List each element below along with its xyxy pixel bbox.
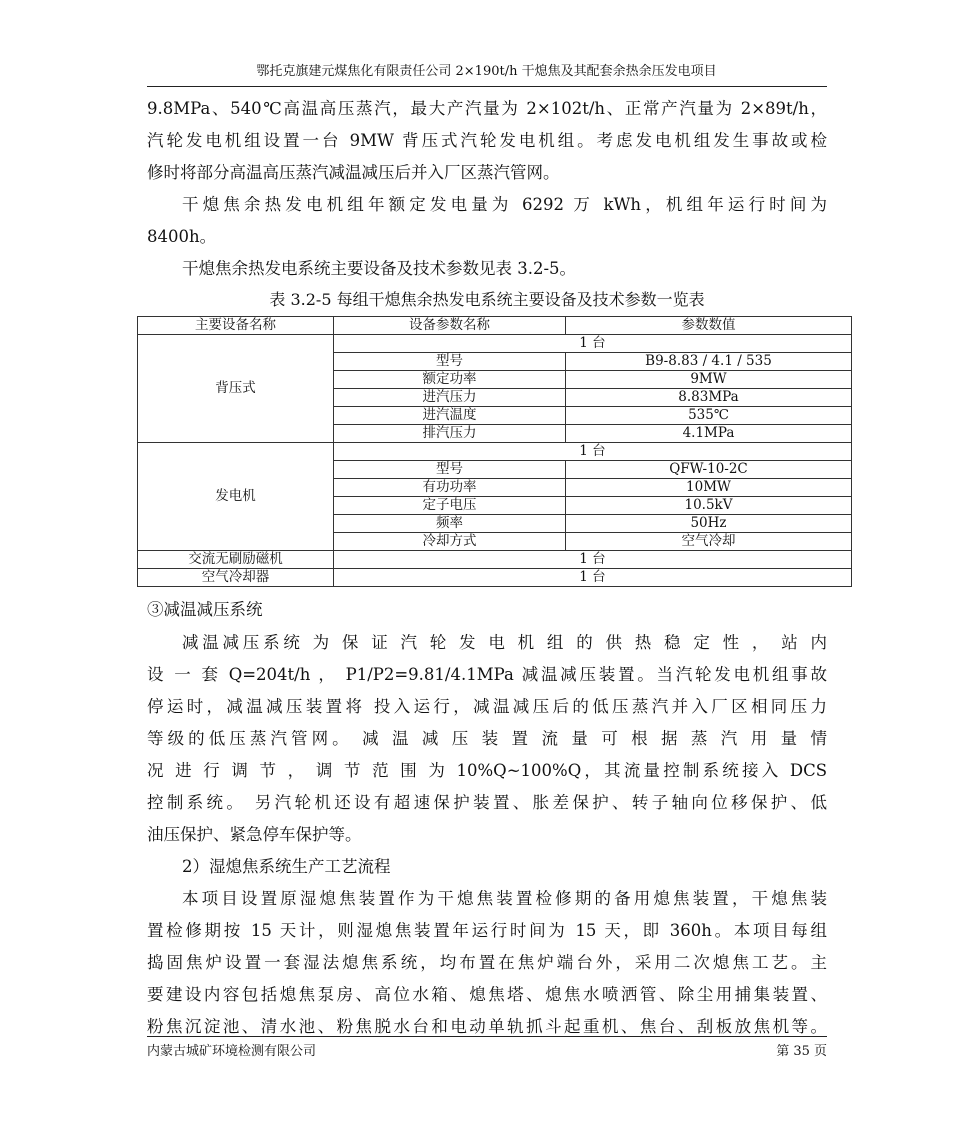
equipment-name-cell: 交流无刷励磁机 [138,551,334,569]
param-name-cell: 频率 [334,515,566,533]
paragraph-line: 干熄焦余热发电机组年额定发电量为 6292 万 kWh，机组年运行时间为 [182,195,827,214]
table-header-cell: 设备参数名称 [334,317,566,335]
param-value-cell: 空气冷却 [566,533,852,551]
param-name-cell: 型号 [334,461,566,479]
paragraph-line: 要建设内容包括熄焦泵房、高位水箱、熄焦塔、熄焦水喷洒管、除尘用捕集装置、 [147,985,827,1004]
param-value-cell: 10.5kV [566,497,852,515]
count-cell: 1 台 [334,443,852,461]
param-value-cell: 10MW [566,479,852,497]
paragraph-line: 等级的低压蒸汽管网。 减 温 减 压 装 置 流 量 可 根 据 蒸 汽 用 量 情 [147,729,827,748]
paragraph-line: 况 进 行 调 节 ， 调 节 范 围 为 10%Q~100%Q，其流量控制系统接入 DCS [147,761,827,780]
paragraph-line: 8400h。 [147,227,217,246]
param-value-cell: 535℃ [566,407,852,425]
table-row [138,335,852,353]
paragraph-line: 停运时，减温减压装置将 投入运行，减温减压后的低压蒸汽并入厂区相同压力 [147,697,827,716]
equipment-name-cell: 空气冷却器 [138,569,334,587]
param-name-cell: 冷却方式 [334,533,566,551]
param-value-cell: 4.1MPa [566,425,852,443]
param-name-cell: 进汽温度 [334,407,566,425]
equipment-table [137,316,852,587]
body-text-top [147,93,827,315]
param-name-cell: 进汽压力 [334,389,566,407]
paragraph-line: 粉焦沉淀池、清水池、粉焦脱水台和电动单轨抓斗起重机、焦台、刮板放焦机等。 [147,1017,827,1036]
paragraph-line: 控制系统。 另汽轮机还设有超速保护装置、胀差保护、转子轴向位移保护、低 [147,793,827,812]
equipment-name-cell: 发电机 [138,443,334,551]
param-value-cell: 50Hz [566,515,852,533]
paragraph-line: 减温减压系统 为 保 证 汽 轮 发 电 机 组 的 供 热 稳 定 性 ， 站 内 [182,633,827,652]
section-heading: ③减温减压系统 [147,600,263,619]
param-name-cell: 有功功率 [334,479,566,497]
count-cell: 1 台 [334,335,852,353]
paragraph-line: 油压保护、紧急停车保护等。 [147,825,362,844]
table-header-cell: 主要设备名称 [138,317,334,335]
table-header-cell: 参数数值 [566,317,852,335]
paragraph-line: 修时将部分高温高压蒸汽减温减压后并入厂区蒸汽管网。 [147,163,560,182]
paragraph-line: 9.8MPa、540℃高温高压蒸汽，最大产汽量为 2×102t/h、正常产汽量为 2×89t/h， [147,99,827,118]
table-row [138,443,852,461]
paragraph-line: 本项目设置原湿熄焦装置作为干熄焦装置检修期的备用熄焦装置，干熄焦装 [182,889,827,908]
paragraph-line: 置检修期按 15 天计，则湿熄焦装置年运行时间为 15 天，即 360h。本项目每组 [147,921,827,940]
equipment-name-cell: 背压式 [138,335,334,443]
param-name-cell: 定子电压 [334,497,566,515]
param-name-cell: 排汽压力 [334,425,566,443]
footer-divider [147,1036,827,1037]
body-text-bottom [147,599,827,1043]
footer-company: 内蒙古城矿环境检测有限公司 [147,1044,317,1059]
table-row [138,569,852,587]
param-value-cell: 8.83MPa [566,389,852,407]
count-cell: 1 台 [334,551,852,569]
param-value-cell: B9-8.83 / 4.1 / 535 [566,353,852,371]
table-header-row [138,317,852,335]
paragraph-line: 干熄焦余热发电系统主要设备及技术参数见表 3.2-5。 [182,259,577,278]
section-heading: 2）湿熄焦系统生产工艺流程 [182,857,391,876]
paragraph-line: 汽轮发电机组设置一台 9MW 背压式汽轮发电机组。考虑发电机组发生事故或检 [147,131,827,150]
count-cell: 1 台 [334,569,852,587]
param-value-cell: QFW-10-2C [566,461,852,479]
paragraph-line: 捣固焦炉设置一套湿法熄焦系统，均布置在焦炉端台外，采用二次熄焦工艺。主 [147,953,827,972]
param-value-cell: 9MW [566,371,852,389]
param-name-cell: 额定功率 [334,371,566,389]
page-header: 鄂托克旗建元煤焦化有限责任公司 2×190t/h 干熄焦及其配套余热余压发电项目 [256,64,717,79]
header-divider [147,86,827,87]
page-number: 第 35 页 [776,1044,827,1059]
table-caption: 表 3.2-5 每组干熄焦余热发电系统主要设备及技术参数一览表 [269,290,705,309]
paragraph-line: 设 一 套 Q=204t/h ， P1/P2=9.81/4.1MPa 减温减压装置。当汽轮发电机组事故 [147,665,827,684]
table-row [138,551,852,569]
param-name-cell: 型号 [334,353,566,371]
